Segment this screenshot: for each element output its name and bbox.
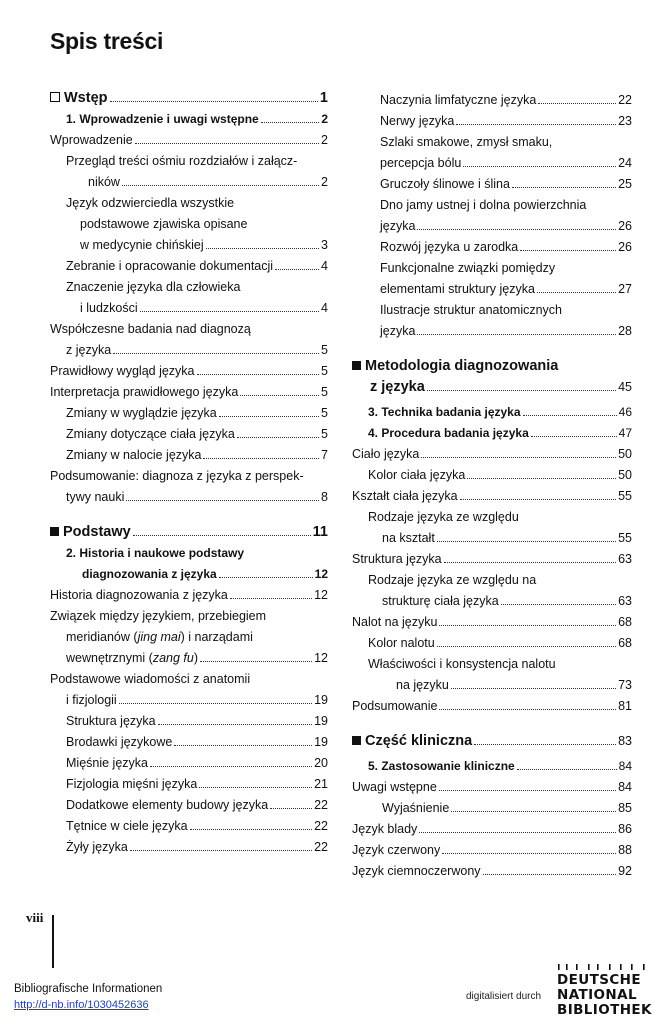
toc-chapter-3[interactable]: 3. Technika badania języka 46 [368, 405, 632, 419]
toc-entry[interactable]: Funkcjonalne związki pomiędzy elementami struktury języka 27 [380, 261, 632, 296]
toc-entry[interactable]: Struktura języka 63 [352, 552, 632, 566]
toc-section-podstawy[interactable]: Podstawy 11 [50, 522, 328, 543]
toc-entry[interactable]: Dno jamy ustnej i dolna powierzchnia języka 26 [380, 198, 632, 233]
page-title: Spis treści [50, 28, 164, 54]
toc-entry[interactable]: Prawidłowy wygląd języka 5 [50, 364, 328, 378]
toc-chapter-5[interactable]: 5. Zastosowanie kliniczne 84 [368, 759, 632, 773]
toc-entry[interactable]: Rodzaje języka ze względu na strukturę ciała języka 63 [368, 573, 632, 608]
toc-entry[interactable]: Mięśnie języka 20 [66, 756, 328, 770]
toc-entry[interactable]: Nalot na języku 68 [352, 615, 632, 629]
toc-entry[interactable]: Podsumowanie 81 [352, 699, 632, 713]
svg-text:BIBLIOTHEK: BIBLIOTHEK [557, 1002, 652, 1018]
toc-entry[interactable]: Ciało języka 50 [352, 447, 632, 461]
toc-chapter-2[interactable]: 2. Historia i naukowe podstawy diagnozowania z języka 12 [66, 546, 328, 581]
toc-entry[interactable]: Przegląd treści ośmiu rozdziałów i załącz- ników 2 [66, 154, 328, 189]
toc-entry[interactable]: Tętnice w ciele języka 22 [66, 819, 328, 833]
toc-entry[interactable]: Wprowadzenie 2 [50, 133, 328, 147]
toc-entry[interactable]: Kształt ciała języka 55 [352, 489, 632, 503]
toc-entry[interactable]: Podstawowe wiadomości z anatomii i fizjologii 19 [50, 672, 328, 707]
toc-entry[interactable]: Struktura języka 19 [66, 714, 328, 728]
filled-square-icon [50, 527, 59, 536]
toc-chapter-1[interactable]: 1. Wprowadzenie i uwagi wstępne 2 [66, 112, 328, 126]
toc-entry[interactable]: Związek między językiem, przebiegiem meridianów (jing mai) i narządami wewnętrznymi (zang fu) 12 [50, 609, 328, 665]
toc-entry[interactable]: Język blady 86 [352, 822, 632, 836]
filled-square-icon [352, 736, 361, 745]
toc-entry[interactable]: Historia diagnozowania z języka 12 [50, 588, 328, 602]
toc-entry[interactable]: Język odzwierciedla wszystkie podstawowe zjawiska opisane w medycynie chińskiej 3 [66, 196, 328, 252]
toc-entry[interactable]: Interpretacja prawidłowego języka 5 [50, 385, 328, 399]
biblio-label: Bibliografische Informationen [14, 983, 163, 995]
footer-divider [52, 915, 54, 968]
toc-entry[interactable]: Brodawki językowe 19 [66, 735, 328, 749]
toc-entry[interactable]: Wyjaśnienie 85 [382, 801, 632, 815]
toc-left-column [50, 88, 328, 858]
toc-entry[interactable]: Żyły języka 22 [66, 840, 328, 854]
toc-section-czesc-kliniczna[interactable]: Część kliniczna 83 [352, 731, 632, 752]
empty-square-icon [50, 92, 60, 102]
toc-entry[interactable]: Nerwy języka 23 [380, 114, 632, 128]
toc-entry[interactable]: Podsumowanie: diagnoza z języka z perspek- tywy nauki 8 [50, 469, 328, 504]
toc-entry[interactable]: Zmiany w nalocie języka 7 [66, 448, 328, 462]
toc-entry[interactable]: Znaczenie języka dla człowieka i ludzkości 4 [66, 280, 328, 315]
toc-entry[interactable]: Ilustracje struktur anatomicznych języka 28 [380, 303, 632, 338]
toc-entry[interactable]: Język czerwony 88 [352, 843, 632, 857]
toc-entry[interactable]: Naczynia limfatyczne języka 22 [380, 93, 632, 107]
toc-entry[interactable]: Dodatkowe elementy budowy języka 22 [66, 798, 328, 812]
biblio-link[interactable]: http://d-nb.info/1030452636 [14, 999, 149, 1011]
toc-entry[interactable]: Zmiany dotyczące ciała języka 5 [66, 427, 328, 441]
toc-section-wstep[interactable]: Wstęp 1 [50, 88, 328, 109]
toc-entry[interactable]: Fizjologia mięśni języka 21 [66, 777, 328, 791]
toc-section-metodologia[interactable]: Metodologia diagnozowania z języka 45 [352, 356, 632, 398]
toc-right-column [352, 90, 632, 882]
toc-entry[interactable]: Język ciemnoczerwony 92 [352, 864, 632, 878]
toc-entry[interactable]: Kolor ciała języka 50 [368, 468, 632, 482]
toc-entry[interactable]: Zebranie i opracowanie dokumentacji 4 [66, 259, 328, 273]
toc-entry[interactable]: Rozwój języka u zarodka 26 [380, 240, 632, 254]
svg-text:DEUTSCHE: DEUTSCHE [557, 972, 641, 988]
toc-entry[interactable]: Uwagi wstępne 84 [352, 780, 632, 794]
toc-entry[interactable]: Właściwości i konsystencja nalotu na języku 73 [368, 657, 632, 692]
svg-text:NATIONAL: NATIONAL [557, 987, 637, 1003]
page-number: viii [26, 910, 44, 925]
dnb-logo [556, 964, 656, 1020]
toc-entry[interactable]: Rodzaje języka ze względu na kształt 55 [368, 510, 632, 545]
toc-chapter-4[interactable]: 4. Procedura badania języka 47 [368, 426, 632, 440]
toc-entry[interactable]: Zmiany w wyglądzie języka 5 [66, 406, 328, 420]
filled-square-icon [352, 361, 361, 370]
toc-entry[interactable]: Kolor nalotu 68 [368, 636, 632, 650]
toc-entry[interactable]: Gruczoły ślinowe i ślina 25 [380, 177, 632, 191]
toc-entry[interactable]: Współczesne badania nad diagnozą z języka 5 [50, 322, 328, 357]
digitalized-by-label: digitalisiert durch [466, 991, 542, 1002]
toc-entry[interactable]: Szlaki smakowe, zmysł smaku, percepcja bólu 24 [380, 135, 632, 170]
